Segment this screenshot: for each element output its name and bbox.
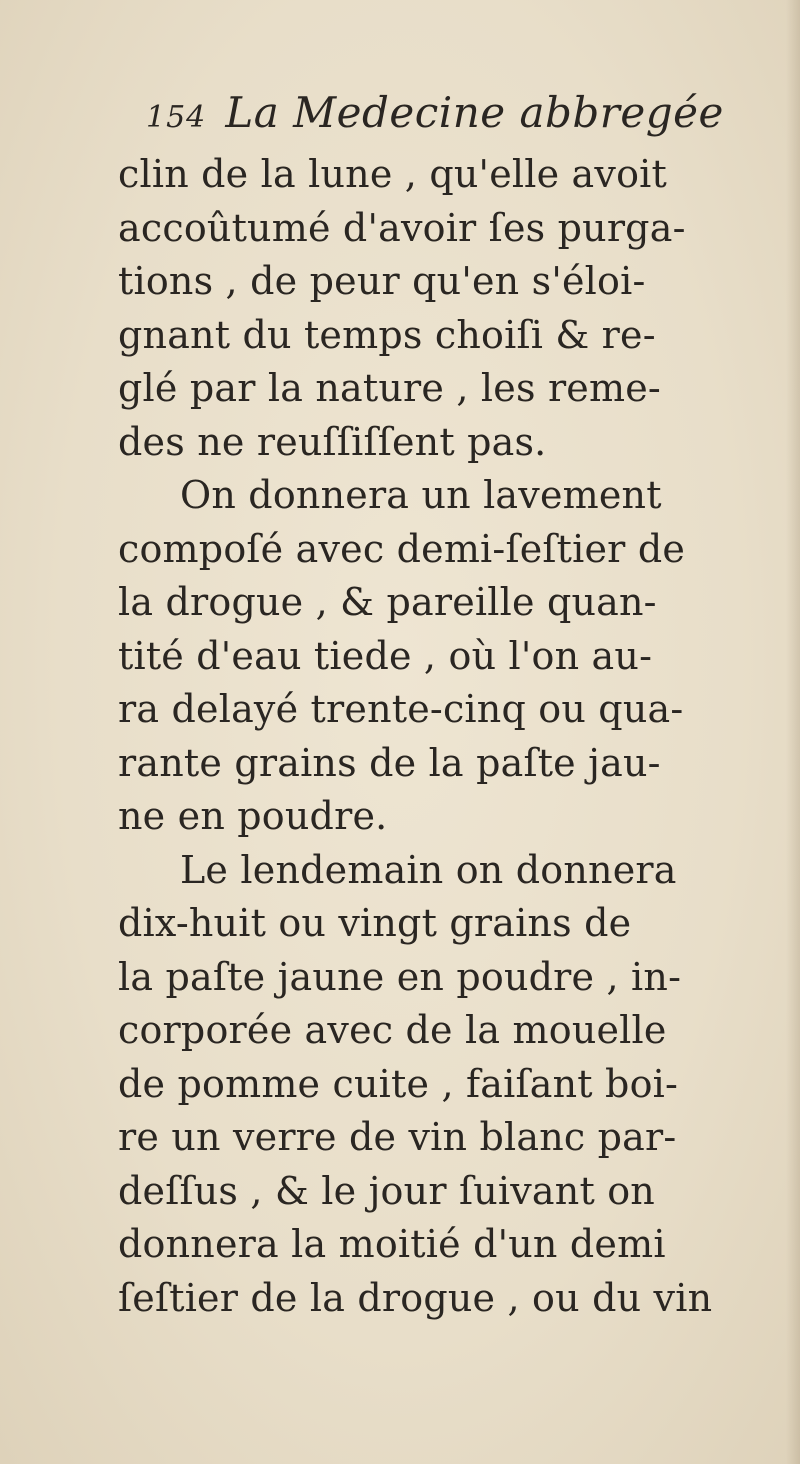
text-line: des ne reuſſiſſent pas.	[118, 419, 547, 464]
text-line: accoûtumé d'avoir ſes purga-	[118, 205, 686, 250]
text-line: ra delayé trente-cinq ou qua-	[118, 687, 684, 731]
text-line: tité d'eau tiede , où l'on au-	[118, 633, 653, 678]
text-line: rante grains de la paſte jau-	[118, 740, 661, 785]
page-edge-shadow	[786, 0, 800, 1464]
text-line: compoſé avec demi-ſeſtier de	[118, 526, 686, 571]
text-line: dix-huit ou vingt grains de	[118, 901, 632, 945]
text-line: deſſus , & le jour ſuivant on	[118, 1168, 655, 1213]
text-line: de pomme cuite , faiſant boi-	[118, 1061, 679, 1106]
text-line: glé par la nature , les reme-	[118, 366, 661, 410]
text-line: re un verre de vin blanc par-	[118, 1115, 677, 1159]
running-title: La Medecine abbregée	[225, 88, 724, 137]
text-line: donnera la moitié d'un demi	[118, 1222, 666, 1266]
body-text	[118, 148, 758, 1325]
text-line: gnant du temps choiſi & re-	[118, 312, 656, 357]
paragraph-start-line: On donnera un lavement	[180, 473, 662, 517]
text-line: la paſte jaune en poudre , in-	[118, 954, 682, 999]
paragraph-start-line: Le lendemain on donnera	[180, 847, 677, 892]
text-line: clin de la lune , qu'elle avoit	[118, 152, 667, 196]
text-line: la drogue , & pareille quan-	[118, 580, 657, 624]
page-number: 154	[146, 100, 207, 135]
text-line: corporée avec de la mouelle	[118, 1008, 667, 1052]
text-line: ſeſtier de la drogue , ou du vin	[118, 1275, 713, 1320]
text-line: ne en poudre.	[118, 794, 388, 838]
text-line: tions , de peur qu'en s'éloi-	[118, 259, 646, 303]
page-header	[146, 88, 746, 148]
